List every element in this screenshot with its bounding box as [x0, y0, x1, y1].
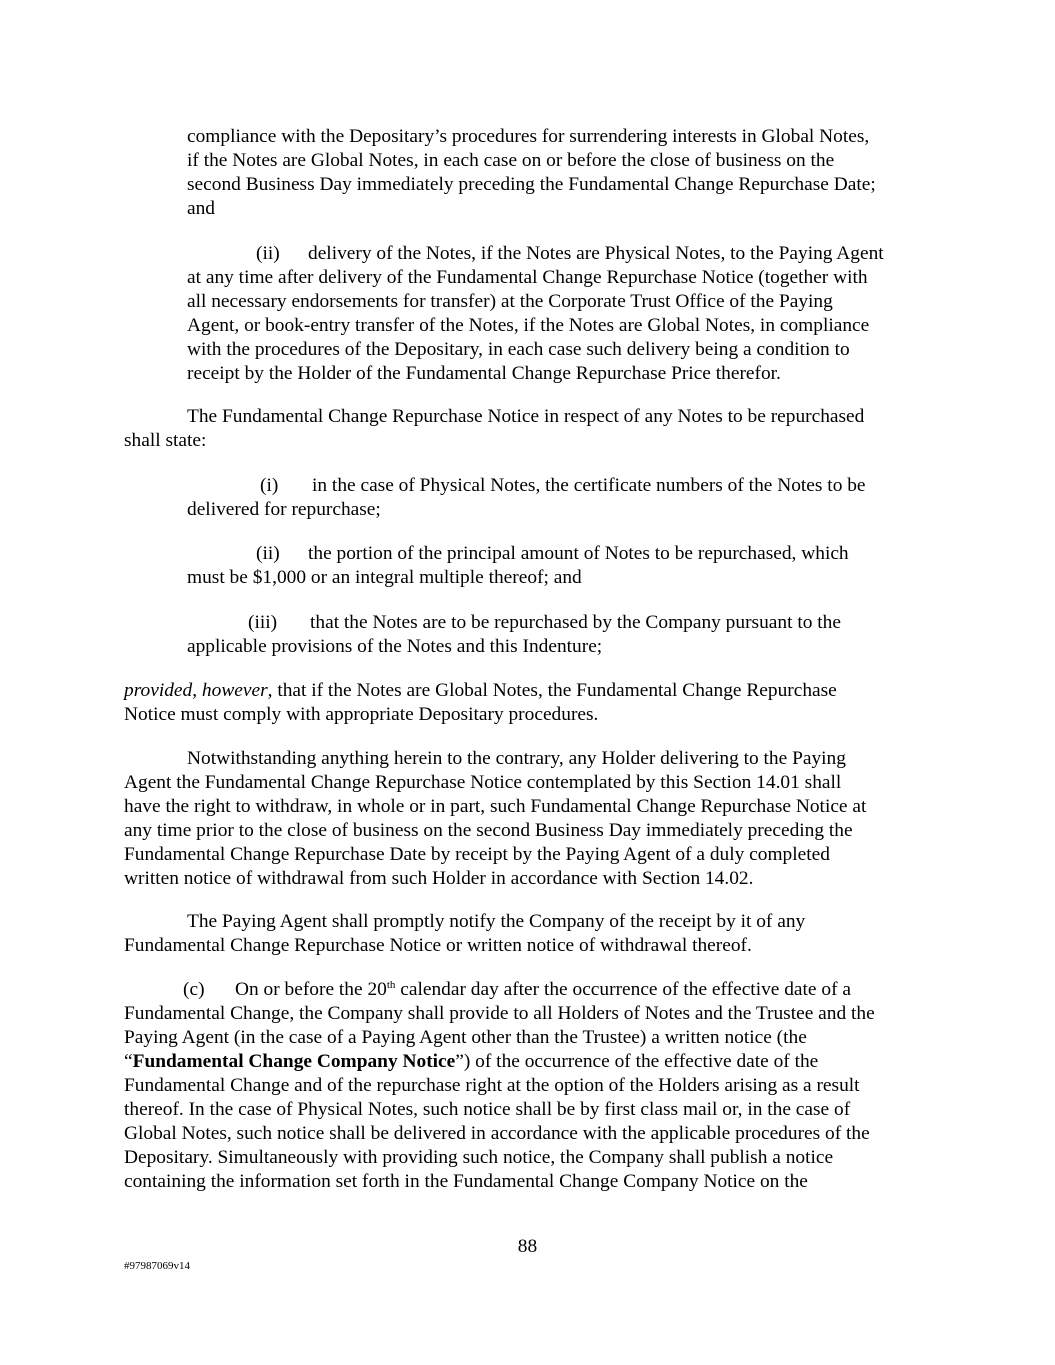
text-line: if the Notes are Global Notes, in each case on or before the close of business on the: [187, 150, 835, 171]
clause-ii-delivery: [187, 242, 937, 386]
text-line: (i) in the case of Physical Notes, the certificate numbers of the Notes to be: [260, 475, 866, 496]
text-line: Global Notes, such notice shall be delivered in accordance with the applicable procedures of the: [124, 1123, 870, 1144]
text-line: “Fundamental Change Company Notice”) of the occurrence of the effective date of the: [124, 1051, 819, 1072]
text-line: Fundamental Change and of the repurchase right at the option of the Holders arising as a result: [124, 1075, 860, 1096]
text-line: written notice of withdrawal from such Holder in accordance with Section 14.02.: [124, 868, 754, 889]
text-line: shall state:: [124, 430, 207, 451]
text-line: have the right to withdraw, in whole or in part, such Fundamental Change Repurchase Notice at: [124, 796, 867, 817]
paragraph-withdrawal: [124, 747, 939, 891]
text-line: The Paying Agent shall promptly notify the Company of the receipt by it of any: [187, 911, 806, 932]
document-id: #97987069v14: [124, 1260, 190, 1272]
text-line: Depositary. Simultaneously with providing such notice, the Company shall publish a notice: [124, 1147, 834, 1168]
text-line: any time prior to the close of business on the second Business Day immediately preceding the: [124, 820, 853, 841]
clause-label: (ii): [256, 543, 280, 564]
defined-term: Fundamental Change Company Notice: [132, 1051, 456, 1072]
text-line: (ii) the portion of the principal amount of Notes to be repurchased, which: [256, 543, 849, 564]
paragraph-paying-agent-notify: [124, 910, 939, 958]
text-line: Notwithstanding anything herein to the contrary, any Holder delivering to the Paying: [187, 748, 846, 769]
text-line: (iii) that the Notes are to be repurchased by the Company pursuant to the: [248, 612, 841, 633]
text-line: Fundamental Change, the Company shall provide to all Holders of Notes and the Trustee and the: [124, 1003, 875, 1024]
clause-label: (c): [183, 979, 205, 1000]
text-line: (c) On or before the 20th calendar day after the occurrence of the effective date of a: [183, 979, 851, 1000]
text-line: second Business Day immediately preceding the Fundamental Change Repurchase Date;: [187, 174, 876, 195]
text-line: Notice must comply with appropriate Depositary procedures.: [124, 704, 599, 725]
text-line: with the procedures of the Depositary, in each case such delivery being a condition to: [187, 339, 850, 360]
text-line: compliance with the Depositary’s procedures for surrendering interests in Global Notes,: [187, 126, 870, 147]
text-line: provided, however, that if the Notes are Global Notes, the Fundamental Change Repurchase: [124, 680, 837, 701]
text-line: (ii) delivery of the Notes, if the Notes are Physical Notes, to the Paying Agent: [256, 243, 884, 264]
text-line: thereof. In the case of Physical Notes, such notice shall be by first class mail or, in the case of: [124, 1099, 851, 1120]
text-line: containing the information set forth in the Fundamental Change Company Notice on the: [124, 1171, 808, 1192]
paragraph-continuation: [187, 125, 937, 221]
text-line: Agent the Fundamental Change Repurchase Notice contemplated by this Section 14.01 shall: [124, 772, 842, 793]
text-line: delivered for repurchase;: [187, 499, 381, 520]
text-line: receipt by the Holder of the Fundamental Change Repurchase Price therefor.: [187, 363, 781, 384]
clause-iii-repurchase: [187, 611, 937, 659]
text-line: Fundamental Change Repurchase Notice or written notice of withdrawal thereof.: [124, 935, 752, 956]
text-line: Agent, or book-entry transfer of the Notes, if the Notes are Global Notes, in compliance: [187, 315, 870, 336]
text-line: The Fundamental Change Repurchase Notice in respect of any Notes to be repurchased: [187, 406, 865, 427]
clause-label: (iii): [248, 612, 278, 633]
clause-ii-principal-amount: [187, 542, 937, 590]
clause-i-certificate-numbers: [187, 474, 937, 522]
clause-label: (i): [260, 475, 279, 496]
text-line: at any time after delivery of the Fundamental Change Repurchase Notice (together with: [187, 267, 868, 288]
text-line: Fundamental Change Repurchase Date by receipt by the Paying Agent of a duly completed: [124, 844, 830, 865]
text-line: and: [187, 198, 215, 219]
proviso-paragraph: [124, 679, 939, 727]
text-line: Paying Agent (in the case of a Paying Agent other than the Trustee) a written notice (the: [124, 1027, 807, 1048]
text-line: must be $1,000 or an integral multiple thereof; and: [187, 567, 582, 588]
paragraph-notice-statement: [124, 405, 939, 453]
section-c-paragraph: [124, 978, 939, 1194]
text-line: all necessary endorsements for transfer) at the Corporate Trust Office of the Paying: [187, 291, 833, 312]
clause-label: (ii): [256, 243, 280, 264]
text-line: applicable provisions of the Notes and this Indenture;: [187, 636, 603, 657]
page-number: 88: [517, 1236, 538, 1257]
